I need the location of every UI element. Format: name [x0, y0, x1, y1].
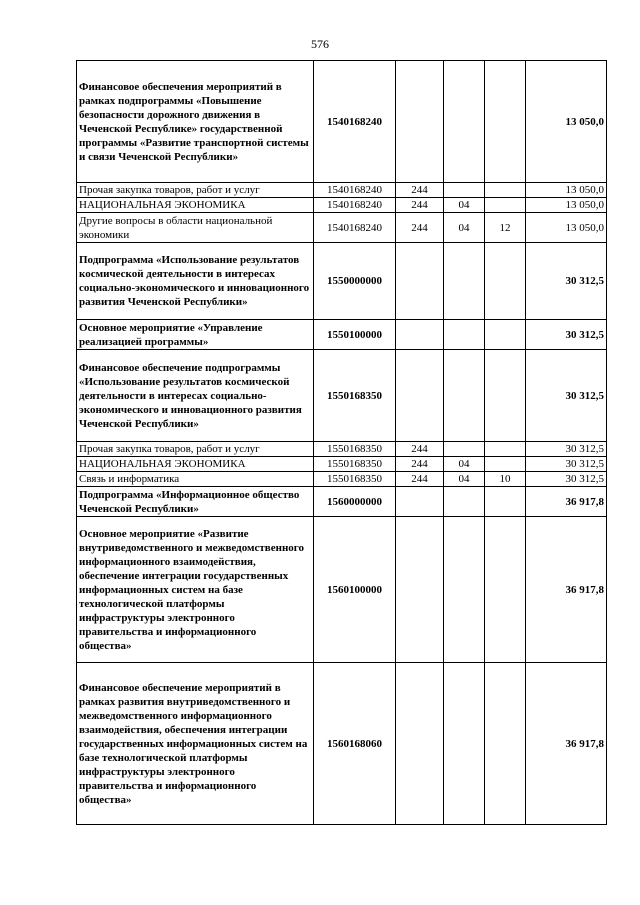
- row-section: 04: [444, 472, 485, 487]
- row-amount: 30 312,5: [526, 457, 607, 472]
- row-target-code: 1540168240: [314, 213, 396, 243]
- row-name: Финансовое обеспечение мероприятий в рамках развития внутриведомственного и межведомственного информационного взаимодействия, обеспечения интеграции государственных информационных систем на базе технологической платформы инфраструктуры электронного правительства и информационного общества»: [77, 663, 314, 825]
- table-row: [77, 213, 607, 243]
- row-target-code: 1540168240: [314, 183, 396, 198]
- row-amount: 30 312,5: [526, 442, 607, 457]
- row-target-code: 1550000000: [314, 243, 396, 320]
- table-row: [77, 61, 607, 183]
- row-subsection: [485, 517, 526, 663]
- row-name: Финансовое обеспечение подпрограммы «Использование результатов космической деятельности в интересах социально-экономического и инновационного развития Чеченской Республики»: [77, 350, 314, 442]
- row-subsection: [485, 61, 526, 183]
- row-amount: 30 312,5: [526, 350, 607, 442]
- row-target-code: 1550100000: [314, 320, 396, 350]
- row-expense-type: 244: [396, 198, 444, 213]
- row-section: [444, 243, 485, 320]
- table-row: [77, 442, 607, 457]
- row-expense-type: [396, 243, 444, 320]
- row-name: Прочая закупка товаров, работ и услуг: [77, 183, 314, 198]
- table-row: [77, 663, 607, 825]
- table-row: [77, 183, 607, 198]
- row-name: Прочая закупка товаров, работ и услуг: [77, 442, 314, 457]
- row-target-code: 1560000000: [314, 487, 396, 517]
- page-number: 576: [311, 37, 329, 51]
- row-section: [444, 183, 485, 198]
- row-section: [444, 442, 485, 457]
- row-expense-type: [396, 320, 444, 350]
- table-row: [77, 320, 607, 350]
- row-name: Другие вопросы в области национальной экономики: [77, 213, 314, 243]
- row-subsection: [485, 320, 526, 350]
- row-subsection: [485, 243, 526, 320]
- row-amount: 30 312,5: [526, 243, 607, 320]
- row-expense-type: [396, 487, 444, 517]
- row-section: [444, 61, 485, 183]
- row-subsection: 12: [485, 213, 526, 243]
- row-target-code: 1560168060: [314, 663, 396, 825]
- row-expense-type: [396, 350, 444, 442]
- row-amount: 13 050,0: [526, 213, 607, 243]
- row-amount: 13 050,0: [526, 183, 607, 198]
- row-target-code: 1550168350: [314, 457, 396, 472]
- row-expense-type: [396, 61, 444, 183]
- row-target-code: 1540168240: [314, 61, 396, 183]
- row-expense-type: 244: [396, 442, 444, 457]
- row-section: [444, 517, 485, 663]
- table-row: [77, 457, 607, 472]
- row-expense-type: 244: [396, 457, 444, 472]
- row-expense-type: [396, 663, 444, 825]
- row-name: Связь и информатика: [77, 472, 314, 487]
- row-expense-type: [396, 517, 444, 663]
- row-name: Основное мероприятие «Развитие внутриведомственного и межведомственного информационного взаимодействия, обеспечение интеграции государственных информационных систем на базе технологической платформы инфраструктуры электронного правительства и информационного общества»: [77, 517, 314, 663]
- row-target-code: 1550168350: [314, 472, 396, 487]
- row-target-code: 1540168240: [314, 198, 396, 213]
- row-amount: 36 917,8: [526, 487, 607, 517]
- budget-table: [76, 60, 607, 825]
- row-section: [444, 487, 485, 517]
- table-row: [77, 350, 607, 442]
- row-section: [444, 350, 485, 442]
- table-row: [77, 517, 607, 663]
- table-row: [77, 198, 607, 213]
- row-subsection: 10: [485, 472, 526, 487]
- row-amount: 13 050,0: [526, 61, 607, 183]
- row-subsection: [485, 663, 526, 825]
- row-amount: 13 050,0: [526, 198, 607, 213]
- row-section: 04: [444, 198, 485, 213]
- row-name: Подпрограмма «Использование результатов космической деятельности в интересах социально-экономического и инновационного развития Чеченской Республики»: [77, 243, 314, 320]
- row-amount: 30 312,5: [526, 320, 607, 350]
- row-target-code: 1550168350: [314, 350, 396, 442]
- row-target-code: 1550168350: [314, 442, 396, 457]
- row-expense-type: 244: [396, 472, 444, 487]
- row-target-code: 1560100000: [314, 517, 396, 663]
- table-row: [77, 243, 607, 320]
- table-row: [77, 487, 607, 517]
- row-name: Основное мероприятие «Управление реализацией программы»: [77, 320, 314, 350]
- row-name: НАЦИОНАЛЬНАЯ ЭКОНОМИКА: [77, 198, 314, 213]
- row-expense-type: 244: [396, 183, 444, 198]
- row-subsection: [485, 442, 526, 457]
- row-subsection: [485, 350, 526, 442]
- row-amount: 36 917,8: [526, 663, 607, 825]
- row-section: 04: [444, 213, 485, 243]
- row-expense-type: 244: [396, 213, 444, 243]
- row-subsection: [485, 457, 526, 472]
- row-amount: 36 917,8: [526, 517, 607, 663]
- row-section: [444, 320, 485, 350]
- row-name: Подпрограмма «Информационное общество Чеченской Республики»: [77, 487, 314, 517]
- row-section: 04: [444, 457, 485, 472]
- row-section: [444, 663, 485, 825]
- row-name: Финансовое обеспечения мероприятий в рамках подпрограммы «Повышение безопасности дорожного движения в Чеченской Республике» государственной программы «Развитие транспортной системы и связи Чеченской Республики»: [77, 61, 314, 183]
- row-subsection: [485, 198, 526, 213]
- table-row: [77, 472, 607, 487]
- row-name: НАЦИОНАЛЬНАЯ ЭКОНОМИКА: [77, 457, 314, 472]
- row-subsection: [485, 487, 526, 517]
- row-subsection: [485, 183, 526, 198]
- row-amount: 30 312,5: [526, 472, 607, 487]
